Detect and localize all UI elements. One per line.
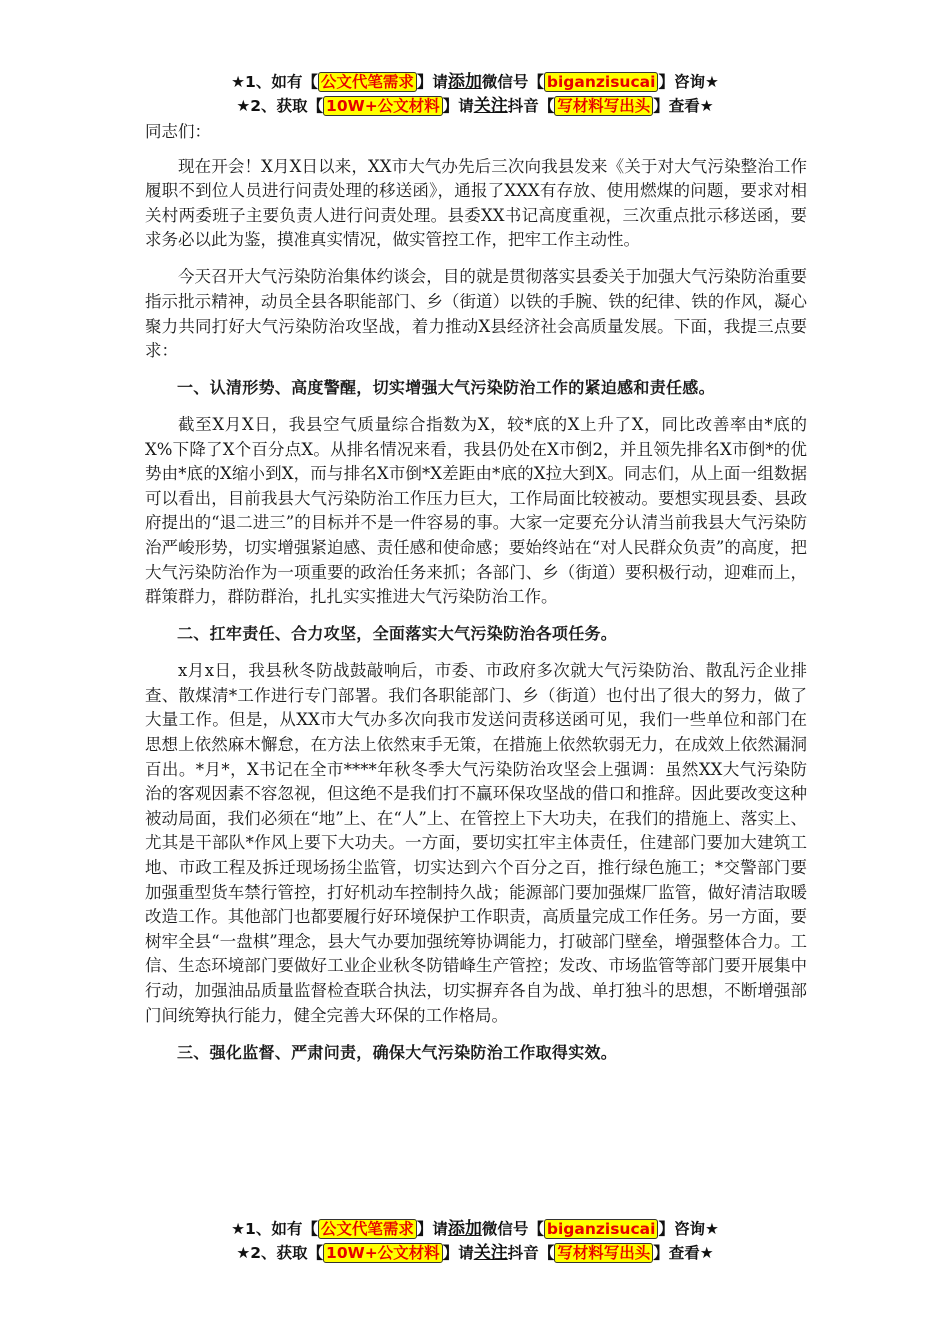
promo-line-1: ★1、如有【 公文代笔需求 】请添加微信号【 biganzisucai 】咨询★: [231, 1219, 719, 1239]
promo-banner-bottom: [0, 1217, 950, 1265]
promo-line-2: ★2、获取【 10W+公文材料 】请关注抖音【 写材料写出头 】查看★: [236, 96, 714, 116]
paragraph-intro: 现在开会！X月X日以来，XX市大气办先后三次向我县发来《关于对大气污染整治工作履职不到位人员进行问责处理的移送函》，通报了XXX有存放、使用燃煤的问题，要求对相关村两委班子主要负责人进行问责处理。县委XX书记高度重视，三次重点批示移送函，要求务必以此为鉴，摸准真实情况，做实管控工作，把牢工作主动性。: [145, 156, 807, 250]
highlight-wechat-id: biganzisucai: [544, 1219, 659, 1239]
highlight-materials: 10W+公文材料: [323, 96, 443, 116]
highlight-materials: 10W+公文材料: [323, 1243, 443, 1263]
section-heading-3: 三、强化监督、严肃问责，确保大气污染防治工作取得实效。: [177, 1042, 618, 1062]
promo-line-2: ★2、获取【 10W+公文材料 】请关注抖音【 写材料写出头 】查看★: [236, 1243, 714, 1263]
highlight-ghostwriting: 公文代笔需求: [318, 72, 417, 92]
promo-banner-top: [0, 70, 950, 118]
section-heading-1: 一、认清形势、高度警醒，切实增强大气污染防治工作的紧迫感和责任感。: [177, 378, 715, 398]
section-heading-2: 二、扛牢责任、合力攻坚，全面落实大气污染防治各项任务。: [177, 624, 618, 644]
promo-line-1: ★1、如有【 公文代笔需求 】请添加微信号【 biganzisucai 】咨询★: [231, 72, 719, 92]
greeting: 同志们：: [145, 122, 211, 141]
paragraph-purpose: 今天召开大气污染防治集体约谈会，目的就是贯彻落实县委关于加强大气污染防治重要指示批示精神，动员全县各职能部门、乡（街道）以铁的手腕、铁的纪律、铁的作风，凝心聚力共同打好大气污染防治攻坚战，着力推动X县经济社会高质量发展。下面，我提三点要求：: [145, 267, 807, 361]
highlight-ghostwriting: 公文代笔需求: [318, 1219, 417, 1239]
highlight-douyin-account: 写材料写出头: [554, 1243, 653, 1263]
paragraph-section-1: 截至X月X日，我县空气质量综合指数为X，较*底的X上升了X，同比改善率由*底的X%下降了X个百分点X。从排名情况来看，我县仍处在X市倒2，并且领先排名X市倒*的优势由*底的X缩小到X，而与排名X市倒*X差距由*底的X拉大到X。同志们，从上面一组数据可以看出，目前我县大气污染防治工作压力巨大，工作局面比较被动。要想实现县委、县政府提出的“退二进三”的目标并不是一件容易的事。大家一定要充分认清当前我县大气污染防治严峻形势，切实增强紧迫感、责任感和使命感；要始终站在“对人民群众负责”的高度，把大气污染防治作为一项重要的政治任务来抓；各部门、乡（街道）要积极行动，迎难而上，群策群力，群防群治，扎扎实实推进大气污染防治工作。: [145, 415, 807, 607]
highlight-wechat-id: biganzisucai: [544, 72, 659, 92]
highlight-douyin-account: 写材料写出头: [554, 96, 653, 116]
paragraph-section-2: x月x日，我县秋冬防战鼓敲响后，市委、市政府多次就大气污染防治、散乱污企业排查、散煤清*工作进行专门部署。我们各职能部门、乡（街道）也付出了很大的努力，做了大量工作。但是，从XX市大气办多次向我市发送问责移送函可见，我们一些单位和部门在思想上依然麻木懈怠，在方法上依然束手无策，在措施上依然软弱无力，在成效上依然漏洞百出。*月*，X书记在全市****年秋冬季大气污染防治攻坚会上强调：虽然XX大气污染防治的客观因素不容忽视，但这绝不是我们打不赢环保攻坚战的借口和推辞。因此要改变这种被动局面，我们必须在“地”上、在“人”上、在管控上下大功夫，在我们的措施上、落实上、尤其是干部队*作风上要下大功夫。一方面，要切实扛牢主体责任，住建部门要加大建筑工地、市政工程及拆迁现场扬尘监管，切实达到六个百分之百，推行绿色施工；*交警部门要加强重型货车禁行管控，打好机动车控制持久战；能源部门要加强煤厂监管，做好清洁取暖改造工作。其他部门也都要履行好环境保护工作职责，高质量完成工作任务。另一方面，要树牢全县“一盘棋”理念，县大气办要加强统筹协调能力，打破部门壁垒，增强整体合力。工信、生态环境部门要做好工业企业秋冬防错峰生产管控；发改、市场监管等部门要开展集中行动，加强油品质量监督检查联合执法，切实摒弃各自为战、单打独斗的思想，不断增强部门间统筹执行能力，健全完善大环保的工作格局。: [145, 661, 807, 1025]
document-body: [145, 120, 807, 1078]
